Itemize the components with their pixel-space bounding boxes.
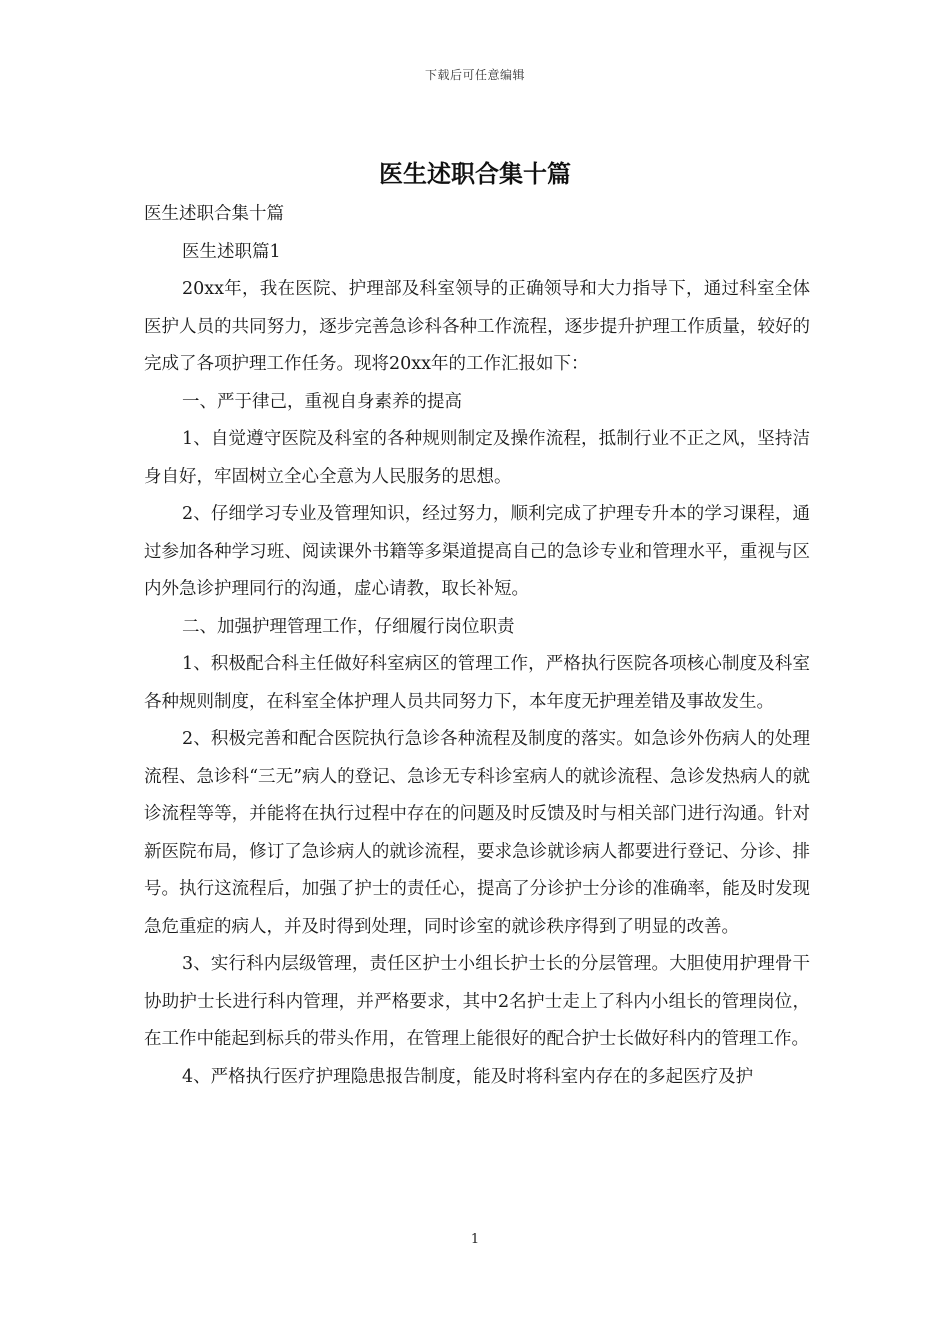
paragraph: 1、积极配合科主任做好科室病区的管理工作，严格执行医院各项核心制度及科室各种规则制度，在科室全体护理人员共同努力下，本年度无护理差错及事故发生。 bbox=[144, 654, 810, 712]
paragraph: 3、实行科内层级管理，责任区护士小组长护士长的分层管理。大胆使用护理骨干协助护士长进行科内管理，并严格要求，其中2名护士走上了科内小组长的管理岗位，在工作中能起到标兵的带头作用，在管理上能很好的配合护士长做好科内的管理工作。 bbox=[144, 954, 810, 1049]
paragraph: 1、自觉遵守医院及科室的各种规则制定及操作流程，抵制行业不正之风，坚持洁身自好，牢固树立全心全意为人民服务的思想。 bbox=[144, 429, 810, 487]
document-body bbox=[144, 196, 810, 1096]
paragraph: 20xx年，我在医院、护理部及科室领导的正确领导和大力指导下，通过科室全体医护人员的共同努力，逐步完善急诊科各种工作流程，逐步提升护理工作质量，较好的完成了各项护理工作任务。现将20xx年的工作汇报如下： bbox=[144, 279, 810, 374]
page-number: 1 bbox=[470, 1232, 480, 1247]
header-note: 下载后可任意编辑 bbox=[424, 68, 525, 82]
paragraph: 2、仔细学习专业及管理知识，经过努力，顺利完成了护理专升本的学习课程，通过参加各种学习班、阅读课外书籍等多渠道提高自己的急诊专业和管理水平，重视与区内外急诊护理同行的沟通，虚心请教，取长补短。 bbox=[144, 504, 810, 599]
paragraph: 4、严格执行医疗护理隐患报告制度，能及时将科室内存在的多起医疗及护 bbox=[182, 1066, 754, 1087]
paragraph: 医生述职篇1 bbox=[182, 241, 281, 262]
paragraph: 一、严于律己，重视自身素养的提高 bbox=[182, 391, 462, 412]
paragraph: 2、积极完善和配合医院执行急诊各种流程及制度的落实。如急诊外伤病人的处理流程、急诊科“三无”病人的登记、急诊无专科诊室病人的就诊流程、急诊发热病人的就诊流程等等，并能将在执行过程中存在的问题及时反馈及时与相关部门进行沟通。针对新医院布局，修订了急诊病人的就诊流程，要求急诊就诊病人都要进行登记、分诊、排号。执行这流程后，加强了护士的责任心，提高了分诊护士分诊的准确率，能及时发现急危重症的病人，并及时得到处理，同时诊室的就诊秩序得到了明显的改善。 bbox=[144, 729, 810, 937]
paragraph: 二、加强护理管理工作，仔细履行岗位职责 bbox=[182, 616, 515, 637]
paragraph: 医生述职合集十篇 bbox=[144, 204, 284, 224]
document-title: 医生述职合集十篇 bbox=[379, 160, 571, 188]
